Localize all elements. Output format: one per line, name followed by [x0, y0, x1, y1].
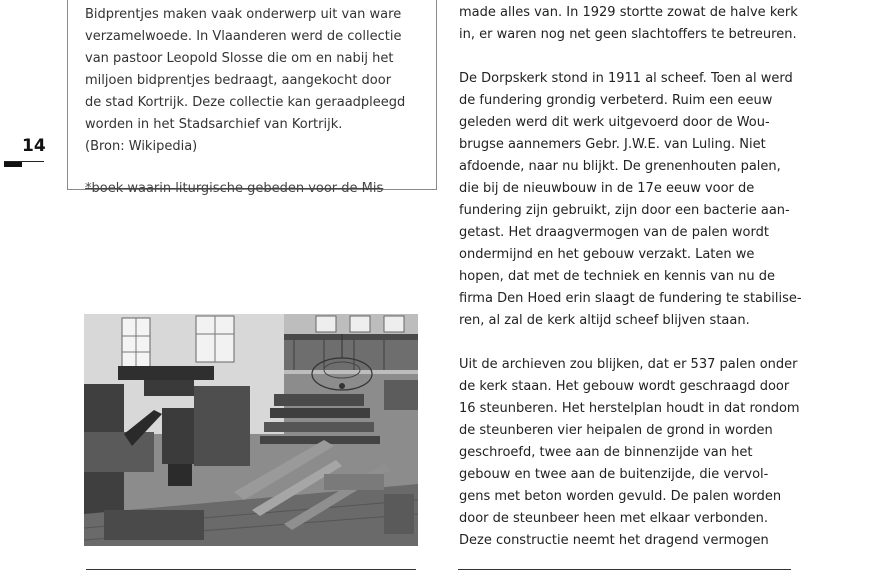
sidebar-text — [85, 4, 420, 158]
church-interior-photo — [84, 314, 418, 546]
church-interior-illustration — [84, 314, 418, 546]
text-line: Deze constructie neemt het dragend vermogen — [459, 533, 769, 548]
text-line: getast. Het draagvermogen van de palen wordt — [459, 225, 769, 240]
text-line: de steunberen vier heipalen de grond in worden — [459, 423, 773, 438]
text-line: door de steunbeer heen met elkaar verbonden. — [459, 511, 769, 526]
text-line: de kerk staan. Het gebouw wordt geschraagd door — [459, 379, 790, 394]
text-line: gens met beton worden gevuld. De palen worden — [459, 489, 782, 504]
sidebar-line: verzamelwoede. In Vlaanderen werd de collectie — [85, 29, 402, 44]
article-paragraph — [459, 2, 799, 46]
text-line: firma Den Hoed erin slaagt de fundering te stabilise- — [459, 291, 802, 306]
page-number-bar — [4, 162, 22, 167]
sidebar-line: miljoen bidprentjes bedraagt, aangekocht door — [85, 73, 392, 88]
text-line: de fundering grondig verbeterd. Ruim een eeuw — [459, 93, 773, 108]
text-line: afdoende, naar nu blijkt. De grenenhouten palen, — [459, 159, 781, 174]
sidebar-source: (Bron: Wikipedia) — [85, 139, 198, 154]
text-line: ondermijnd en het gebouw verzakt. Laten we — [459, 247, 755, 262]
text-line: hopen, dat met de techniek en kennis van nu de — [459, 269, 775, 284]
article-paragraph — [459, 354, 799, 552]
page-number: 14 — [22, 136, 46, 156]
text-line: gebouw en twee aan de buitenzijde, die vervol- — [459, 467, 769, 482]
text-line: geschroefd, twee aan de binnenzijde van het — [459, 445, 753, 460]
text-line: Uit de archieven zou blijken, dat er 537 palen onder — [459, 357, 798, 372]
text-line: fundering zijn gebruikt, zijn door een bacterie aan- — [459, 203, 790, 218]
main-article-column — [459, 2, 802, 574]
bottom-rule-left — [86, 569, 416, 570]
text-line: geleden werd dit werk uitgevoerd door de Wou- — [459, 115, 770, 130]
sidebar-line: Bidprentjes maken vaak onderwerp uit van ware — [85, 7, 402, 22]
text-line: ren, al zal de kerk altijd scheef blijven staan. — [459, 313, 750, 328]
sidebar-line: worden in het Stadsarchief van Kortrijk. — [85, 117, 343, 132]
text-line: De Dorpskerk stond in 1911 al scheef. Toen al werd — [459, 71, 793, 86]
text-line: 16 steunberen. Het herstelplan houdt in dat rondom — [459, 401, 800, 416]
text-line: in, er waren nog net geen slachtoffers te betreuren. — [459, 27, 797, 42]
text-line: brugse aannemers Gebr. J.W.E. van Luling. Niet — [459, 137, 766, 152]
text-line: die bij de nieuwbouw in de 17e eeuw voor de — [459, 181, 755, 196]
text-line: made alles van. In 1929 stortte zowat de halve kerk — [459, 5, 798, 20]
sidebar-line: van pastoor Leopold Slosse die om en nabij het — [85, 51, 394, 66]
article-paragraph — [459, 68, 802, 332]
sidebar-line: de stad Kortrijk. Deze collectie kan geraadpleegd — [85, 95, 406, 110]
sidebar-footnote: *boek waarin liturgische gebeden voor de Mis — [85, 181, 384, 196]
